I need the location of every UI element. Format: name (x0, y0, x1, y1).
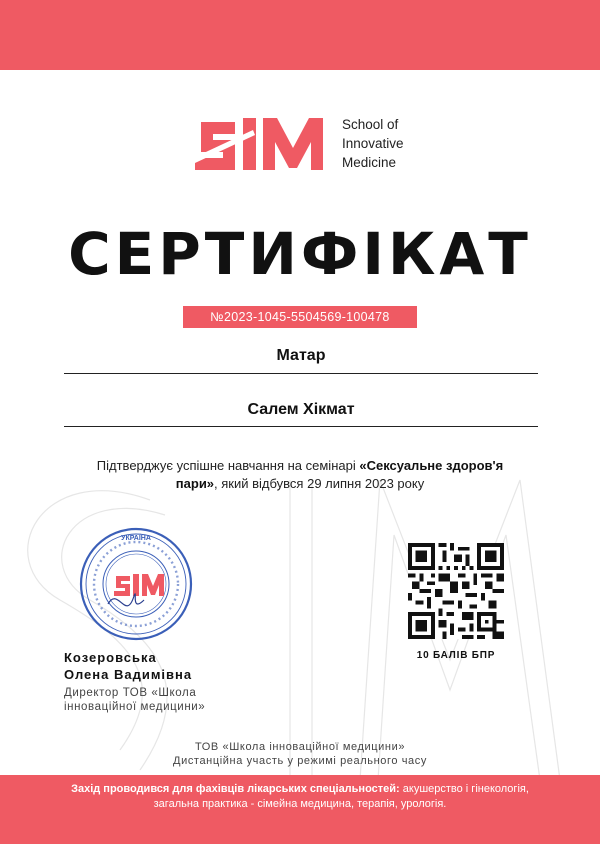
recipient-title: Матар (276, 347, 326, 364)
logo-text (342, 115, 404, 172)
footer-bold: Захід проводився для фахівців лікарських спеціальностей: (71, 783, 400, 795)
sim-logo-icon (193, 112, 328, 178)
cpd-points-label: 10 БАЛІВ БПР (416, 650, 496, 661)
recipient-name-underline (64, 426, 538, 427)
director-role-line1: Директор ТОВ «Школа (64, 687, 197, 699)
recipient-name: Салем Хікмат (247, 401, 355, 418)
footer-text (40, 782, 560, 812)
seminar-title-part2: пари» (175, 476, 215, 491)
organization-line2: Дистанційна участь у режимі реального часу (173, 755, 427, 767)
logo-line-2: Innovative (342, 136, 404, 151)
director-name (64, 649, 192, 683)
seminar-title-part1: «Сексуальне здоров'я (359, 458, 504, 473)
director-given-names: Олена Вадимівна (64, 667, 193, 682)
certificate-title: СЕРТИФІКАТ (68, 220, 532, 288)
logo-line-3: Medicine (342, 155, 397, 170)
top-accent-band (0, 0, 600, 70)
qr-code-icon (408, 543, 504, 639)
director-role (64, 686, 205, 714)
logo-line-1: School of (342, 117, 399, 132)
stamp-top-text: УКРАЇНА (121, 535, 151, 542)
confirmation-text (60, 457, 540, 493)
confirmation-prefix: Підтверджує успішне навчання на семінарі (96, 458, 356, 473)
recipient-title-underline (64, 373, 538, 374)
confirmation-suffix: , який відбувся 29 липня 2023 року (214, 476, 425, 491)
organization-info (0, 740, 600, 768)
footer-text2: загальна практика - сімейна медицина, терапія, урологія. (153, 798, 447, 810)
organization-line1: ТОВ «Школа інноваційної медицини» (194, 741, 406, 753)
director-surname: Козеровська (64, 650, 157, 665)
director-role-line2: інноваційної медицини» (64, 701, 206, 713)
stamp-seal-icon (78, 526, 194, 642)
certificate-number: №2023-1045-5504569-100478 (183, 306, 417, 328)
footer-text1: акушерство і гінекологія, (399, 783, 529, 795)
